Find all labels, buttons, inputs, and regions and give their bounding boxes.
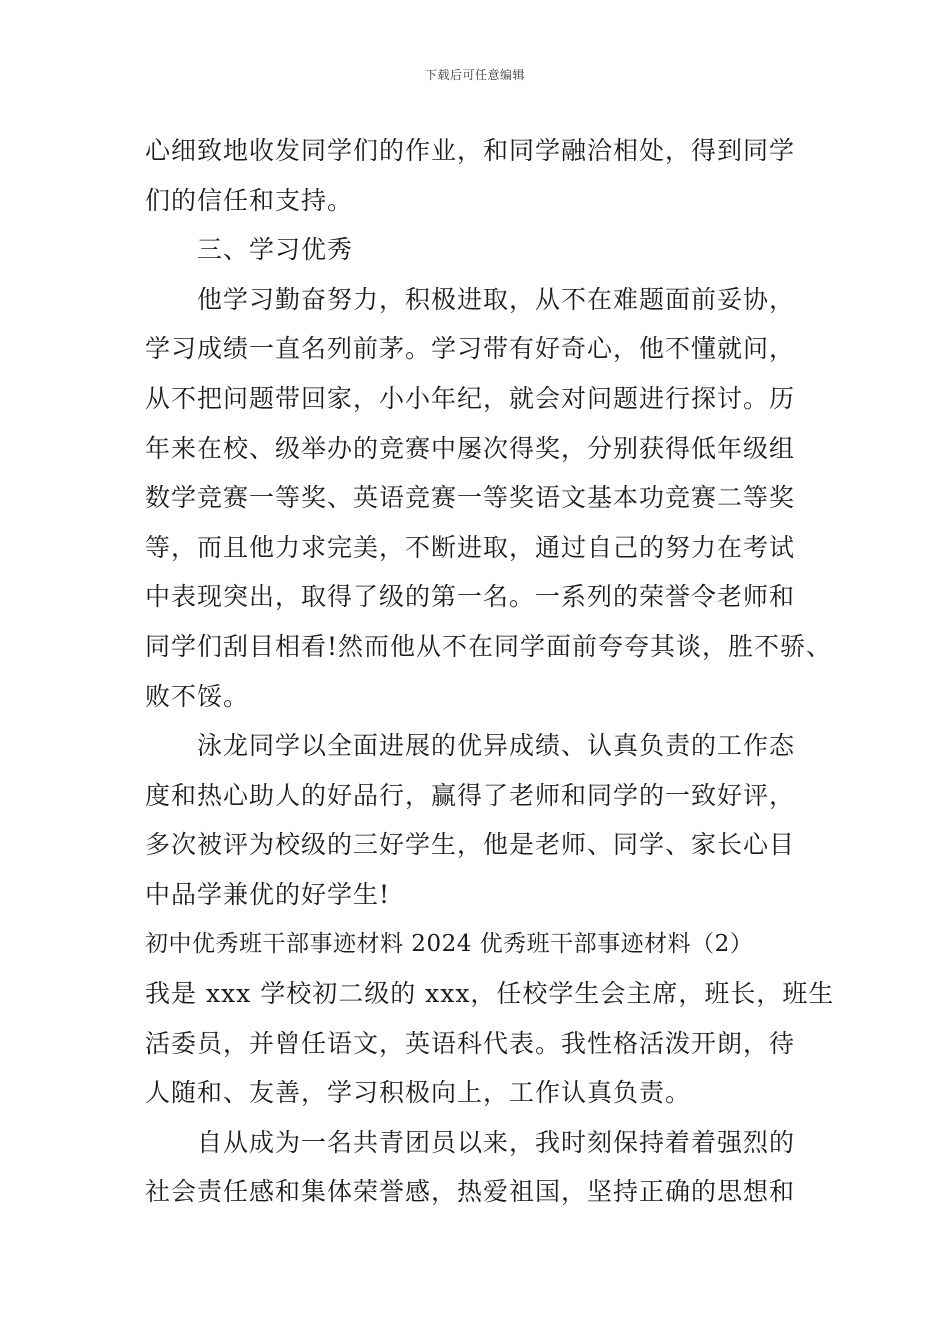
text-line: 社会责任感和集体荣誉感，热爱祖国，坚持正确的思想和 [145,1177,796,1207]
text-line: 从不把问题带回家，小小年纪，就会对问题进行探讨。历 [145,383,796,413]
text-line: 多次被评为校级的三好学生，他是老师、同学、家长心目 [145,830,796,860]
text-line: 数学竞赛一等奖、英语竞赛一等奖语文基本功竞赛二等奖 [145,483,796,513]
text-line: 人随和、友善，学习积极向上，工作认真负责。 [145,1078,692,1108]
text-line: 同学们刮目相看!然而他从不在同学面前夸夸其谈，胜不骄、 [145,631,833,661]
text-line: 度和热心助人的好品行，赢得了老师和同学的一致好评， [145,780,796,810]
text-line: 活委员，并曾任语文，英语科代表。我性格活泼开朗，待 [145,1028,796,1058]
text-line: 中品学兼优的好学生! [145,879,391,909]
page-header-note: 下载后可任意编辑 [424,68,525,82]
text-line: 泳龙同学以全面进展的优异成绩、认真负责的工作态 [197,731,796,761]
text-line: 败不馁。 [145,681,250,711]
article-title: 初中优秀班干部事迹材料 2024 优秀班干部事迹材料（2） [145,930,754,957]
text-line: 我是 xxx 学校初二级的 xxx，任校学生会主席，班长，班生 [145,979,835,1009]
text-line: 等，而且他力求完美，不断进取，通过自己的努力在考试 [145,532,796,562]
text-line: 学习成绩一直名列前茅。学习带有好奇心，他不懂就问， [145,334,796,364]
text-line: 中表现突出，取得了级的第一名。一系列的荣誉令老师和 [145,582,796,612]
text-line: 们的信任和支持。 [145,185,354,215]
text-line: 他学习勤奋努力，积极进取，从不在难题面前妥协， [197,284,796,314]
text-line: 心细致地收发同学们的作业，和同学融洽相处，得到同学 [145,136,796,165]
text-line: 年来在校、级举办的竞赛中屡次得奖，分别获得低年级组 [145,433,796,463]
section-heading: 三、学习优秀 [197,235,354,265]
document-body [145,126,835,1217]
text-line: 自从成为一名共青团员以来，我时刻保持着着强烈的 [197,1127,796,1157]
